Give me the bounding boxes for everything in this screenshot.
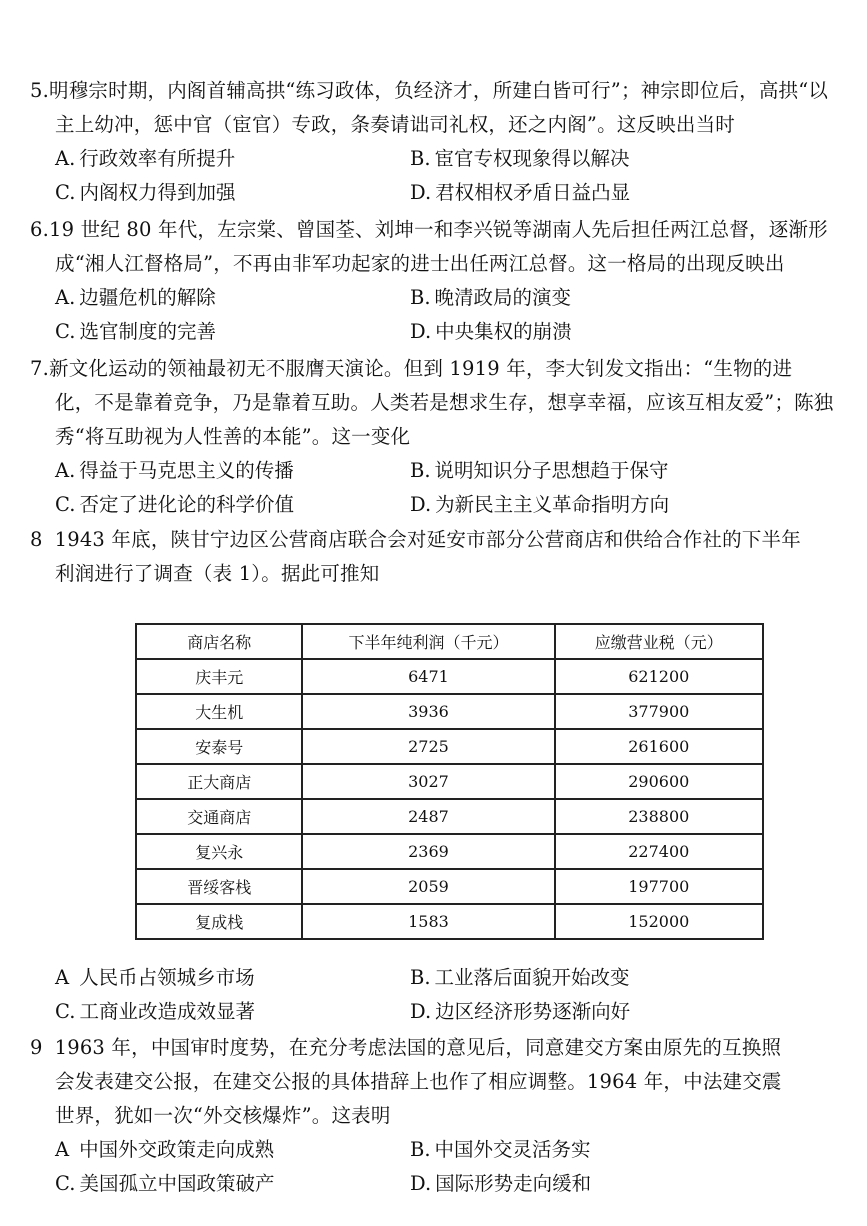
- table-cell: 晋绥客栈: [136, 869, 302, 904]
- table-cell: 197700: [555, 869, 763, 904]
- question-8-option-d[interactable]: D. 边区经济形势逐渐向好: [410, 1000, 631, 1023]
- question-5-option-c[interactable]: C. 内阁权力得到加强: [55, 181, 236, 204]
- question-6-option-c[interactable]: C. 选官制度的完善: [55, 320, 216, 343]
- question-5-options-row-2: [0, 178, 867, 208]
- table-row: [136, 869, 763, 904]
- question-6-options-row-2: [0, 317, 867, 347]
- table-cell: 1583: [302, 904, 554, 939]
- table-cell: 正大商店: [136, 764, 302, 799]
- table-cell: 377900: [555, 694, 763, 729]
- question-9-stem-line-1: [30, 1033, 781, 1063]
- question-9-text: 1963 年，中国审时度势，在充分考虑法国的意见后，同意建交方案由原先的互换照: [54, 1036, 782, 1059]
- table-cell: 交通商店: [136, 799, 302, 834]
- question-6-stem-line-2: 成“湘人江督格局”，不再由非军功起家的进士出任两江总督。这一格局的出现反映出: [55, 252, 785, 275]
- table-cell: 261600: [555, 729, 763, 764]
- question-5-option-b[interactable]: B. 宦官专权现象得以解决: [410, 147, 630, 170]
- question-6-text: 19 世纪 80 年代，左宗棠、曾国荃、刘坤一和李兴锐等湖南人先后担任两江总督，逐渐形: [49, 218, 828, 241]
- question-7-text: 新文化运动的领袖最初无不服膺天演论。但到 1919 年，李大钊发文指出：“生物的进: [49, 357, 793, 380]
- table-cell: 2725: [302, 729, 554, 764]
- question-5-option-a[interactable]: A. 行政效率有所提升: [55, 147, 236, 170]
- question-7-options-row-2: [0, 490, 867, 520]
- question-8-option-a[interactable]: A 人民币占领城乡市场: [55, 966, 255, 989]
- question-8-option-b[interactable]: B. 工业落后面貌开始改变: [410, 966, 630, 989]
- table-header-cell: 下半年纯利润（千元）: [302, 624, 554, 659]
- question-9-number: 9: [30, 1036, 43, 1059]
- table-cell: 庆丰元: [136, 659, 302, 694]
- profit-table: [135, 623, 764, 940]
- question-9-option-b[interactable]: B. 中国外交灵活务实: [410, 1138, 591, 1161]
- table-row: [136, 834, 763, 869]
- table-cell: 2487: [302, 799, 554, 834]
- table-cell: 3936: [302, 694, 554, 729]
- question-6-option-b[interactable]: B. 晚清政局的演变: [410, 286, 572, 309]
- question-7-option-b[interactable]: B. 说明知识分子思想趋于保守: [410, 459, 669, 482]
- question-6-stem-line-1: [30, 215, 828, 245]
- table-row: [136, 764, 763, 799]
- question-7-options-row-1: [0, 456, 867, 486]
- question-5-option-d[interactable]: D. 君权相权矛盾日益凸显: [410, 181, 631, 204]
- table-cell: 复兴永: [136, 834, 302, 869]
- question-5-stem-line-1: [30, 76, 828, 106]
- question-9-option-d[interactable]: D. 国际形势走向缓和: [410, 1172, 592, 1195]
- table-cell: 安泰号: [136, 729, 302, 764]
- question-7-stem-line-3: 秀“将互助视为人性善的本能”。这一变化: [55, 425, 411, 448]
- question-9-options-row-2: [0, 1169, 867, 1199]
- question-5-text: 明穆宗时期，内阁首辅高拱“练习政体，负经济才，所建白皆可行”；神宗即位后，高拱“以: [49, 79, 829, 102]
- table-cell: 290600: [555, 764, 763, 799]
- question-8-number: 8: [30, 528, 43, 551]
- table-cell: 3027: [302, 764, 554, 799]
- question-8-stem-line-2: 利润进行了调查（表 1）。据此可推知: [55, 562, 380, 585]
- table-cell: 2059: [302, 869, 554, 904]
- question-9-option-a[interactable]: A 中国外交政策走向成熟: [55, 1138, 275, 1161]
- question-7-stem-line-2: 化，不是靠着竞争，乃是靠着互助。人类若是想求生存，想享幸福，应该互相友爱”；陈独: [55, 391, 834, 414]
- question-7-stem-line-1: [30, 354, 792, 384]
- table-row: [136, 729, 763, 764]
- table-cell: 2369: [302, 834, 554, 869]
- table-header-cell: 应缴营业税（元）: [555, 624, 763, 659]
- question-7-option-c[interactable]: C. 否定了进化论的科学价值: [55, 493, 294, 516]
- table-cell: 6471: [302, 659, 554, 694]
- question-8-options-row-1: [0, 963, 867, 993]
- question-8-text: 1943 年底，陕甘宁边区公营商店联合会对延安市部分公营商店和供给合作社的下半年: [54, 528, 801, 551]
- table-cell: 227400: [555, 834, 763, 869]
- table-row: [136, 694, 763, 729]
- question-9-options-row-1: [0, 1135, 867, 1165]
- table-header-row: [136, 624, 763, 659]
- question-5-number: 5.: [30, 79, 50, 102]
- question-9-stem-line-2: 会发表建交公报，在建交公报的具体措辞上也作了相应调整。1964 年，中法建交震: [55, 1070, 782, 1093]
- question-8-option-c[interactable]: C. 工商业改造成效显著: [55, 1000, 255, 1023]
- question-5-stem-line-2: 主上幼冲，惩中官（宦官）专政，条奏请诎司礼权，还之内阁”。这反映出当时: [55, 113, 735, 136]
- question-7-option-d[interactable]: D. 为新民主主义革命指明方向: [410, 493, 670, 516]
- question-6-option-a[interactable]: A. 边疆危机的解除: [55, 286, 216, 309]
- question-7-option-a[interactable]: A. 得益于马克思主义的传播: [55, 459, 294, 482]
- table-row: [136, 799, 763, 834]
- table-cell: 复成栈: [136, 904, 302, 939]
- table-cell: 621200: [555, 659, 763, 694]
- table-cell: 238800: [555, 799, 763, 834]
- question-6-number: 6.: [30, 218, 50, 241]
- question-8-stem-line-1: [30, 525, 801, 555]
- question-6-option-d[interactable]: D. 中央集权的崩溃: [410, 320, 572, 343]
- question-8-options-row-2: [0, 997, 867, 1027]
- table-header-cell: 商店名称: [136, 624, 302, 659]
- question-7-number: 7.: [30, 357, 50, 380]
- table-row: [136, 904, 763, 939]
- question-9-option-c[interactable]: C. 美国孤立中国政策破产: [55, 1172, 275, 1195]
- table-cell: 大生机: [136, 694, 302, 729]
- table-cell: 152000: [555, 904, 763, 939]
- question-9-stem-line-3: 世界，犹如一次“外交核爆炸”。这表明: [55, 1104, 391, 1127]
- question-5-options-row-1: [0, 144, 867, 174]
- table-row: [136, 659, 763, 694]
- question-6-options-row-1: [0, 283, 867, 313]
